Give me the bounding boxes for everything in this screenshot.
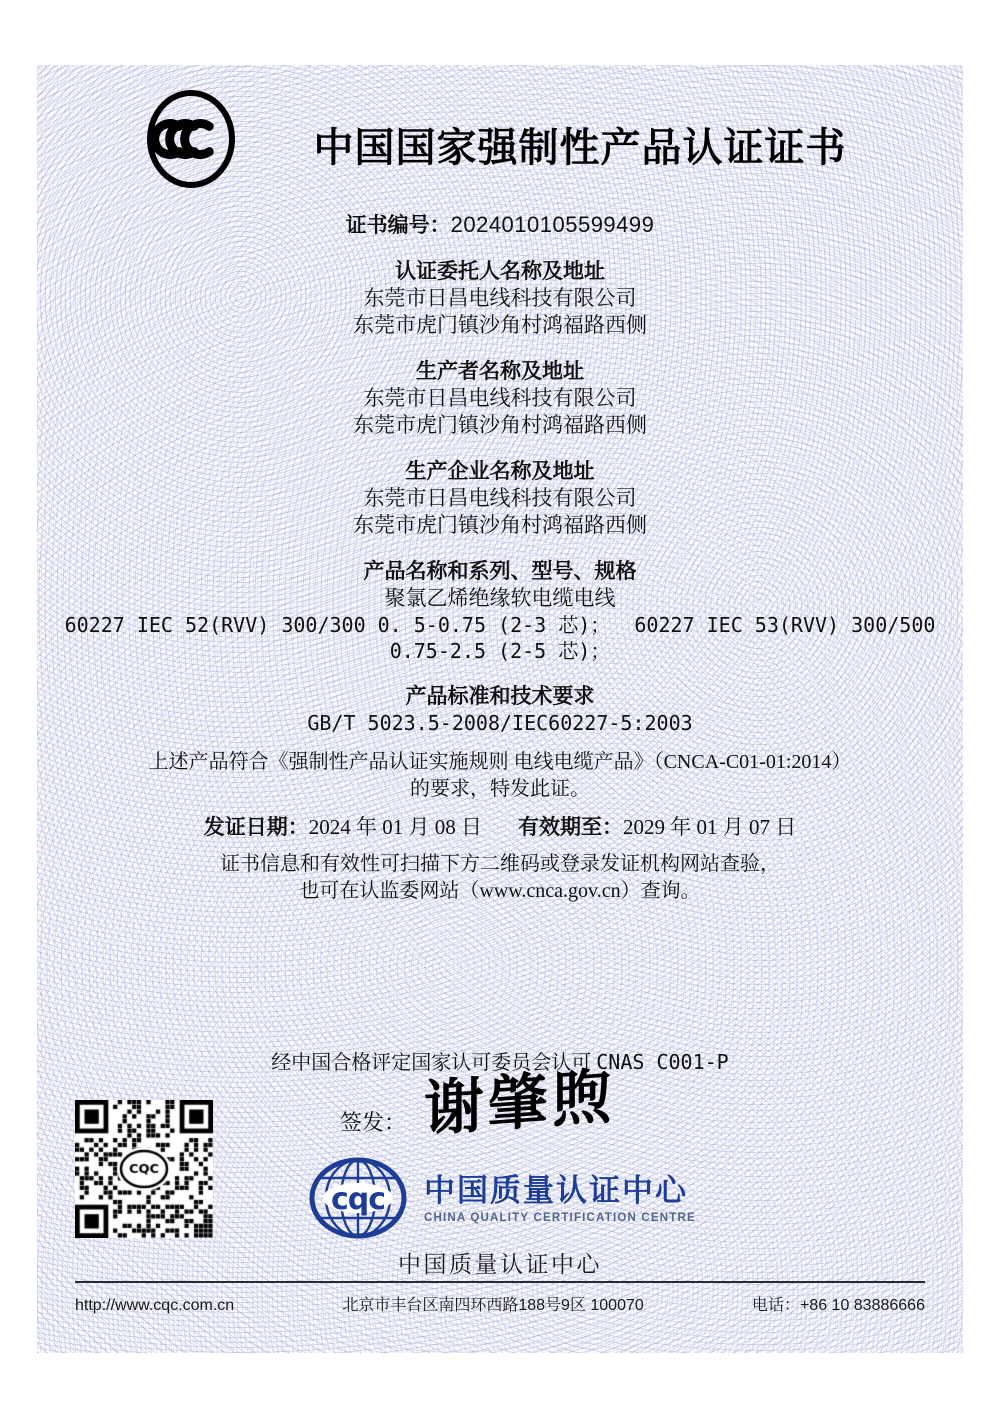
signature-handwriting: 谢肇煦 xyxy=(424,1063,616,1144)
footer xyxy=(75,1292,925,1315)
cqc-name-en: CHINA QUALITY CERTIFICATION CENTRE xyxy=(424,1211,696,1224)
certificate-number-label: 证书编号： xyxy=(345,213,451,237)
cqc-globe-abbr: cqc xyxy=(330,1182,386,1217)
product-heading: 产品名称和系列、型号、规格 xyxy=(363,559,637,583)
conformity-statement-line-1: 上述产品符合《强制性产品认证实施规则 电线电缆产品》（CNCA-C01-01:2014） xyxy=(148,751,852,773)
factory-name: 东莞市日昌电线科技有限公司 xyxy=(363,486,637,510)
cqc-globe-icon xyxy=(308,1156,408,1240)
ccc-mark-icon xyxy=(146,88,236,190)
producer-name: 东莞市日昌电线科技有限公司 xyxy=(363,386,637,410)
cqc-name-cn: 中国质量认证中心 xyxy=(424,1172,688,1208)
factory-address: 东莞市虎门镇沙角村鸿福路西侧 xyxy=(353,513,647,537)
qr-code xyxy=(75,1100,213,1238)
certificate-number-value: 2024010105599499 xyxy=(450,212,655,237)
certificate-number-line xyxy=(37,211,963,239)
footer-phone: 电话：+86 10 83886666 xyxy=(751,1297,925,1314)
issuer-name: 中国质量认证中心 xyxy=(398,1251,602,1277)
accreditation-text: 经中国合格评定国家认可委员会认可 xyxy=(271,1052,592,1074)
signed-by-label: 签发： xyxy=(340,1110,407,1135)
applicant-name: 东莞市日昌电线科技有限公司 xyxy=(363,286,637,310)
verification-note-line-1: 证书信息和有效性可扫描下方二维码或登录发证机构网站查验， xyxy=(220,853,780,875)
standard-value: GB/T 5023.5-2008/IEC60227-5:2003 xyxy=(307,711,693,735)
cqc-logo-block xyxy=(308,1156,696,1240)
certificate-body xyxy=(37,211,963,905)
standard-heading: 产品标准和技术要求 xyxy=(405,684,595,708)
applicant-heading: 认证委托人名称及地址 xyxy=(395,259,605,283)
issue-date-label: 发证日期： xyxy=(203,815,309,839)
cqc-logotype xyxy=(424,1173,696,1224)
conformity-statement xyxy=(37,749,963,803)
expiry-date-value: 2029 年 01 月 07 日 xyxy=(623,815,797,839)
producer-heading: 生产者名称及地址 xyxy=(416,359,584,383)
product-model-line-2: 0.75-2.5 (2-5 芯)； xyxy=(389,639,611,663)
factory-heading: 生产企业名称及地址 xyxy=(405,459,595,483)
footer-address: 北京市丰台区南四环西路188号9区 100070 xyxy=(342,1297,644,1314)
verification-note xyxy=(37,851,963,905)
producer-address: 东莞市虎门镇沙角村鸿福路西侧 xyxy=(353,413,647,437)
footer-url: http://www.cqc.com.cn xyxy=(75,1297,235,1314)
verification-note-line-2: 也可在认监委网站（www.cnca.gov.cn）查询。 xyxy=(299,880,701,902)
dates-line xyxy=(37,813,963,841)
footer-divider xyxy=(75,1281,925,1283)
accreditation-code: CNAS C001-P xyxy=(596,1050,729,1074)
product-name: 聚氯乙烯绝缘软电缆电线 xyxy=(384,586,616,610)
applicant-address: 东莞市虎门镇沙角村鸿福路西侧 xyxy=(353,313,647,337)
product-model-line-1: 60227 IEC 52(RVV) 300/300 0. 5-0.75 (2-3 芯)； 60227 IEC 53(RVV) 300/500 xyxy=(64,613,936,637)
expiry-date-label: 有效期至： xyxy=(518,815,623,839)
conformity-statement-line-2: 的要求，特发此证。 xyxy=(410,778,590,800)
issue-date-value: 2024 年 01 月 08 日 xyxy=(308,815,482,839)
certificate-title: 中国国家强制性产品认证证书 xyxy=(313,126,847,170)
